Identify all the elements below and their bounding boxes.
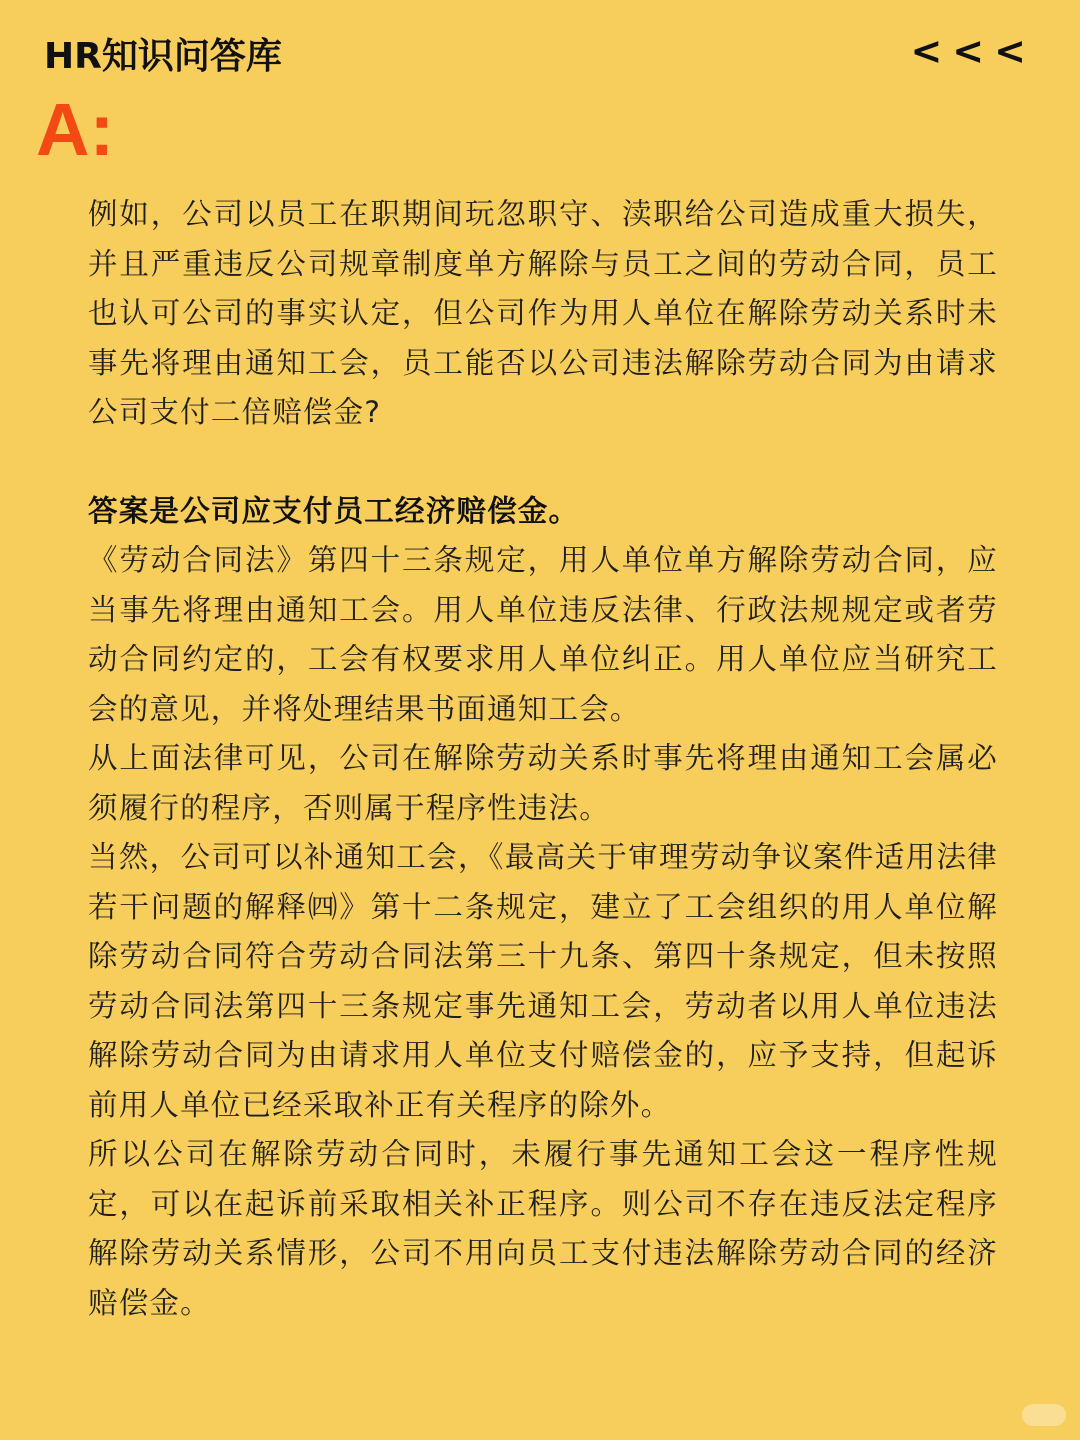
conclusion-paragraph: 所以公司在解除劳动合同时，未履行事先通知工会这一程序性规定，可以在起诉前采取相关补正程序。则公司不存在违反法定程序解除劳动关系情形，公司不用向员工支付违法解除劳动合同的经济赔偿金。 — [88, 1137, 998, 1320]
analysis-paragraph: 从上面法律可见，公司在解除劳动关系时事先将理由通知工会属必须履行的程序，否则属于程序性违法。 — [88, 741, 998, 825]
back-arrows-icon[interactable]: <<< — [910, 29, 1036, 73]
paragraph-gap — [88, 438, 998, 487]
watermark-badge — [1022, 1404, 1066, 1426]
question-paragraph: 例如，公司以员工在职期间玩忽职守、渎职给公司造成重大损失，并且严重违反公司规章制度单方解除与员工之间的劳动合同，员工也认可公司的事实认定，但公司作为用人单位在解除劳动关系时未事先将理由通知工会，员工能否以公司违法解除劳动合同为由请求公司支付二倍赔偿金? — [88, 197, 998, 429]
answer-label: A: — [36, 88, 115, 171]
page-title: HR知识问答库 — [44, 36, 282, 77]
law-paragraph: 《劳动合同法》第四十三条规定，用人单位单方解除劳动合同，应当事先将理由通知工会。用人单位违反法律、行政法规规定或者劳动合同约定的，工会有权要求用人单位纠正。用人单位应当研究工会的意见，并将处理结果书面通知工会。 — [88, 543, 998, 726]
answer-content — [88, 190, 998, 1328]
answer-heading: 答案是公司应支付员工经济赔偿金。 — [88, 493, 580, 528]
interpretation-paragraph: 当然，公司可以补通知工会，《最高关于审理劳动争议案件适用法律若干问题的解释㈣》第十二条规定，建立了工会组织的用人单位解除劳动合同符合劳动合同法第三十九条、第四十条规定，但未按照劳动合同法第四十三条规定事先通知工会，劳动者以用人单位违法解除劳动合同为由请求用人单位支付赔偿金的，应予支持，但起诉前用人单位已经采取补正有关程序的除外。 — [88, 840, 998, 1122]
